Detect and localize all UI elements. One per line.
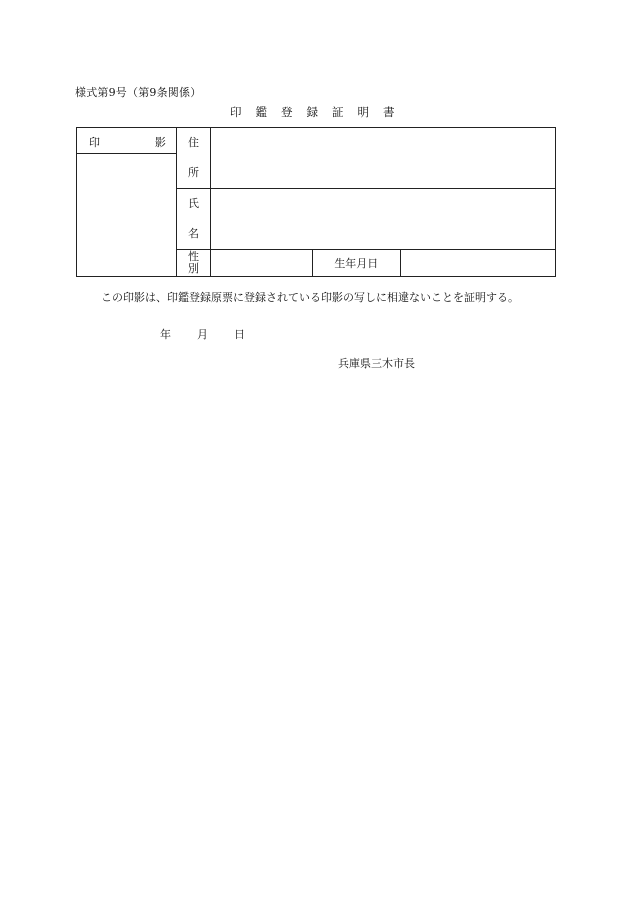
title-char: 書 [383,105,395,119]
document-title [230,104,409,120]
certificate-table [76,127,556,277]
seal-label-right: 影 [154,136,166,149]
issue-date [160,326,245,342]
title-char: 印 [230,105,242,119]
name-label [176,189,210,250]
title-char: 登 [281,105,293,119]
seal-header-cell [77,128,177,154]
address-label [176,128,210,189]
certification-statement: この印影は、印鑑登録原票に登録されている印影の写しに相違ないことを証明する。 [101,291,519,304]
form-number: 様式第9号（第9条関係） [75,86,202,99]
title-char: 録 [306,105,318,119]
address-label-char: 所 [187,166,199,179]
sex-label [176,250,210,277]
birthdate-label: 生年月日 [312,250,400,277]
sex-value-cell [211,250,313,277]
title-char: 明 [357,105,369,119]
name-label-char: 名 [187,227,199,240]
name-label-char: 氏 [187,197,199,210]
address-label-char: 住 [187,136,199,149]
date-month-label: 月 [197,328,208,341]
date-day-label: 日 [234,328,245,341]
sex-label-char: 性 [187,250,199,263]
title-char: 証 [332,105,344,119]
seal-impression-area [77,154,177,277]
address-value-cell [211,128,556,189]
sex-label-char: 別 [187,262,199,275]
name-value-cell [211,189,556,250]
issuer-name: 兵庫県三木市長 [338,357,415,370]
title-char: 鑑 [255,105,267,119]
date-year-label: 年 [160,328,171,341]
birthdate-value-cell [400,250,555,277]
seal-label-left: 印 [89,136,100,149]
